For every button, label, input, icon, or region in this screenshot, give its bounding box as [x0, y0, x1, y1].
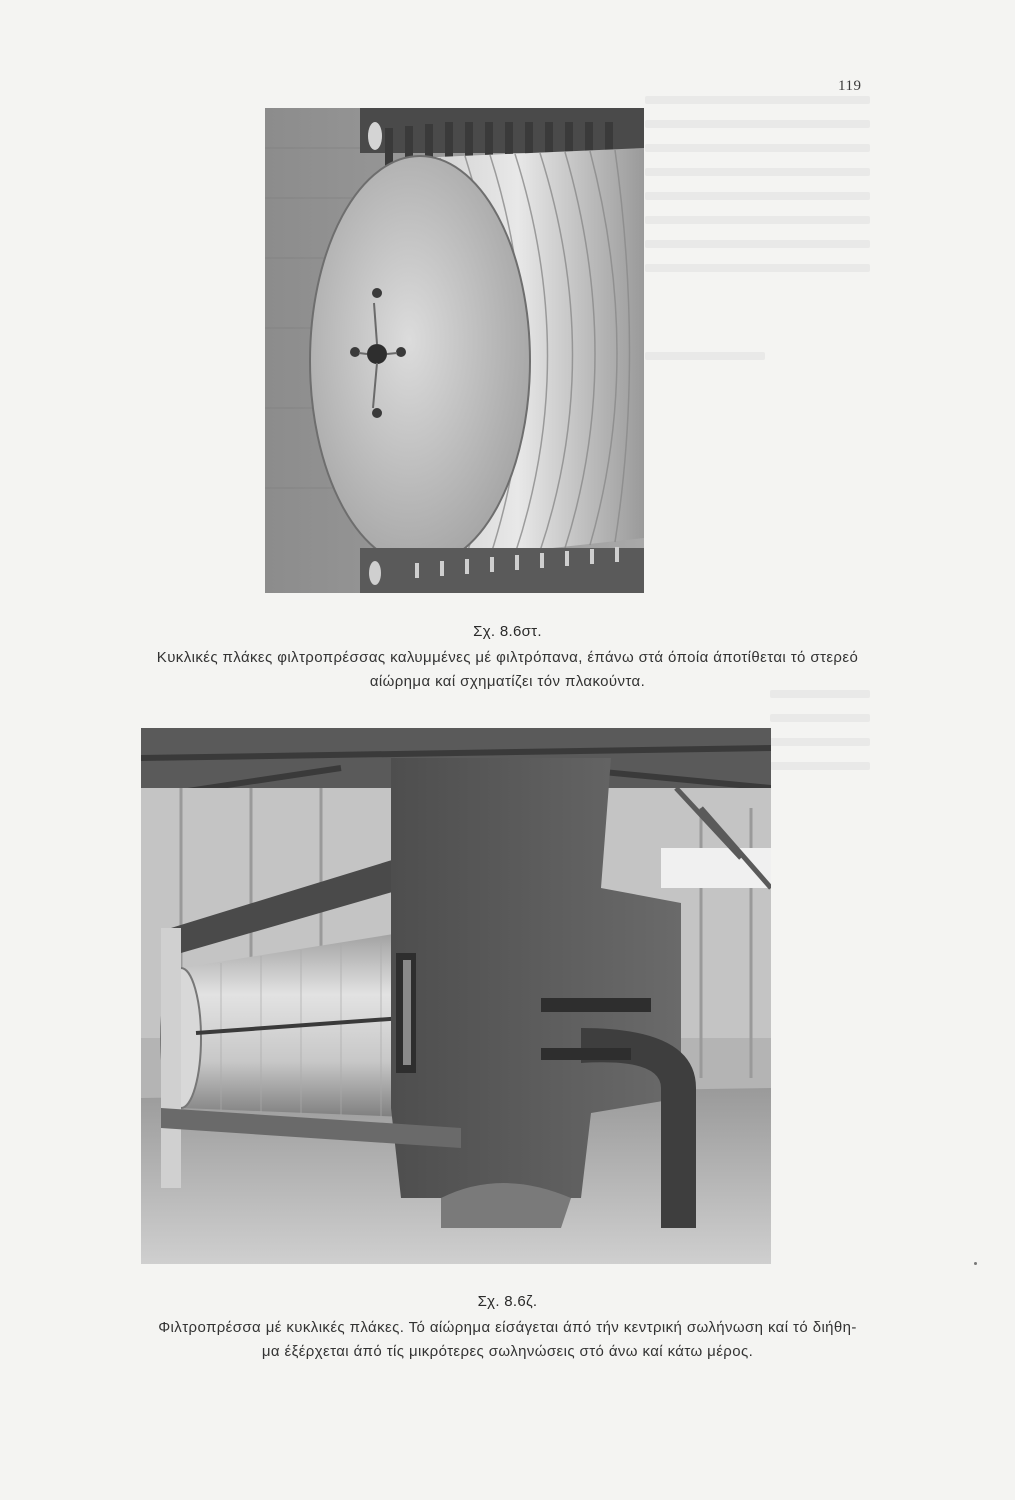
figure-caption	[0, 646, 1015, 694]
bleed-through-line	[645, 216, 870, 224]
figure-caption	[0, 1316, 1015, 1364]
bleed-through-line	[645, 192, 870, 200]
circular-plates-illustration	[265, 108, 644, 593]
filter-press-illustration	[141, 728, 771, 1264]
bleed-through-line	[645, 240, 870, 248]
caption-line: Κυκλικές πλάκες φιλτροπρέσσας καλυμμένες μέ φιλτρόπανα, έπάνω στά όποία άποτίθεται τό στερεό	[156, 649, 859, 666]
bleed-through-line	[770, 714, 870, 722]
bleed-through-line	[645, 352, 765, 360]
bleed-through-line	[770, 762, 870, 770]
bleed-through-line	[645, 96, 870, 104]
figure-label: Σχ. 8.6στ.	[473, 623, 542, 640]
figure-photo-filter-press	[141, 728, 771, 1264]
caption-line: μα έξέρχεται άπό τίς μικρότερες σωληνώσεις στό άνω καί κάτω μέρος.	[261, 1343, 754, 1360]
print-speck	[974, 1262, 977, 1265]
caption-line: αίώρημα καί σχηματίζει τόν πλακούντα.	[369, 673, 646, 690]
figure-label: Σχ. 8.6ζ.	[477, 1293, 538, 1310]
caption-line: Φιλτροπρέσσα μέ κυκλικές πλάκες. Τό αίώρημα είσάγεται άπό τήν κεντρική σωλήνωση καί τό διήθη-	[158, 1319, 857, 1336]
bleed-through-line	[645, 120, 870, 128]
page-number: 119	[838, 78, 862, 94]
bleed-through-line	[645, 264, 870, 272]
figure-photo-circular-plates	[265, 108, 644, 593]
bleed-through-line	[645, 168, 870, 176]
bleed-through-line	[645, 144, 870, 152]
bleed-through-line	[770, 738, 870, 746]
